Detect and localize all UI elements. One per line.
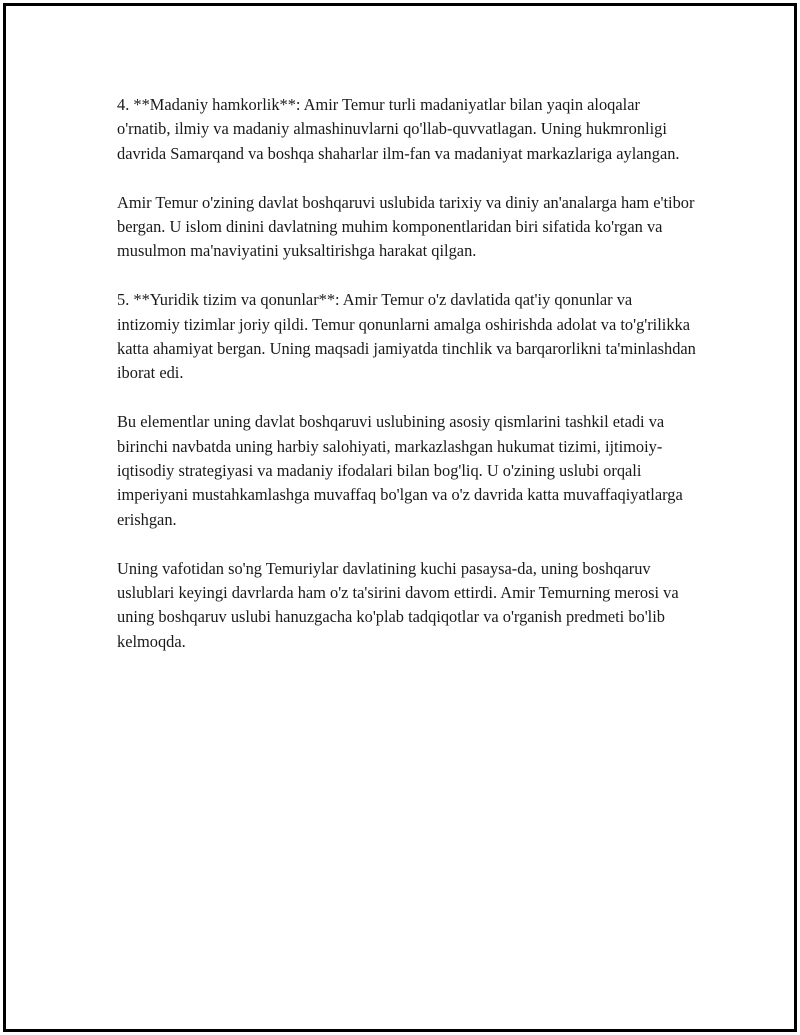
paragraph-legacy: Uning vafotidan so'ng Temuriylar davlatining kuchi pasaysa-da, uning boshqaruv uslublari keyingi davrlarda ham o'z ta'sirini davom ettirdi. Amir Temurning merosi va uning boshqaruv uslubi hanuzgacha ko'plab tadqiqotlar va o'rganish predmeti bo'lib kelmoqda. [117,558,679,651]
paragraph-cultural-cooperation: 4. **Madaniy hamkorlik**: Amir Temur turli madaniyatlar bilan yaqin aloqalar o'rnatib, ilmiy va madaniy almashinuvlarni qo'llab-quvvatlagan. Uning hukmronligi davrida Samarqand va boshqa shaharlar ilm-fan va madaniyat markazlariga aylangan. [117,95,680,163]
paragraph-governance-elements: Bu elementlar uning davlat boshqaruvi uslubining asosiy qismlarini tashkil etadi va birinchi navbatda uning harbiy salohiyati, markazlashgan hukumat tizimi, ijtimoiy-iqtisodiy strategiyasi va madaniy ifodalari bilan bog'liq. U o'zining uslubi orqali imperiyani mustahkamlashga muvaffaq bo'lgan va o'z davrida katta muvaffaqiyatlarga erishgan. [117,412,683,529]
document-body [117,93,697,679]
paragraph-legal-system: 5. **Yuridik tizim va qonunlar**: Amir Temur o'z davlatida qat'iy qonunlar va intizomiy tizimlar joriy qildi. Temur qonunlarni amalga oshirishda adolat va to'g'rilikka katta ahamiyat bergan. Uning maqsadi jamiyatda tinchlik va barqarorlikni ta'minlashdan iborat edi. [117,290,696,383]
paragraph-religious-traditions: Amir Temur o'zining davlat boshqaruvi uslubida tarixiy va diniy an'analarga ham e'tibor bergan. U islom dinini davlatning muhim komponentlaridan biri sifatida ko'rgan va musulmon ma'naviyatini yuksaltirishga harakat qilgan. [117,192,695,261]
